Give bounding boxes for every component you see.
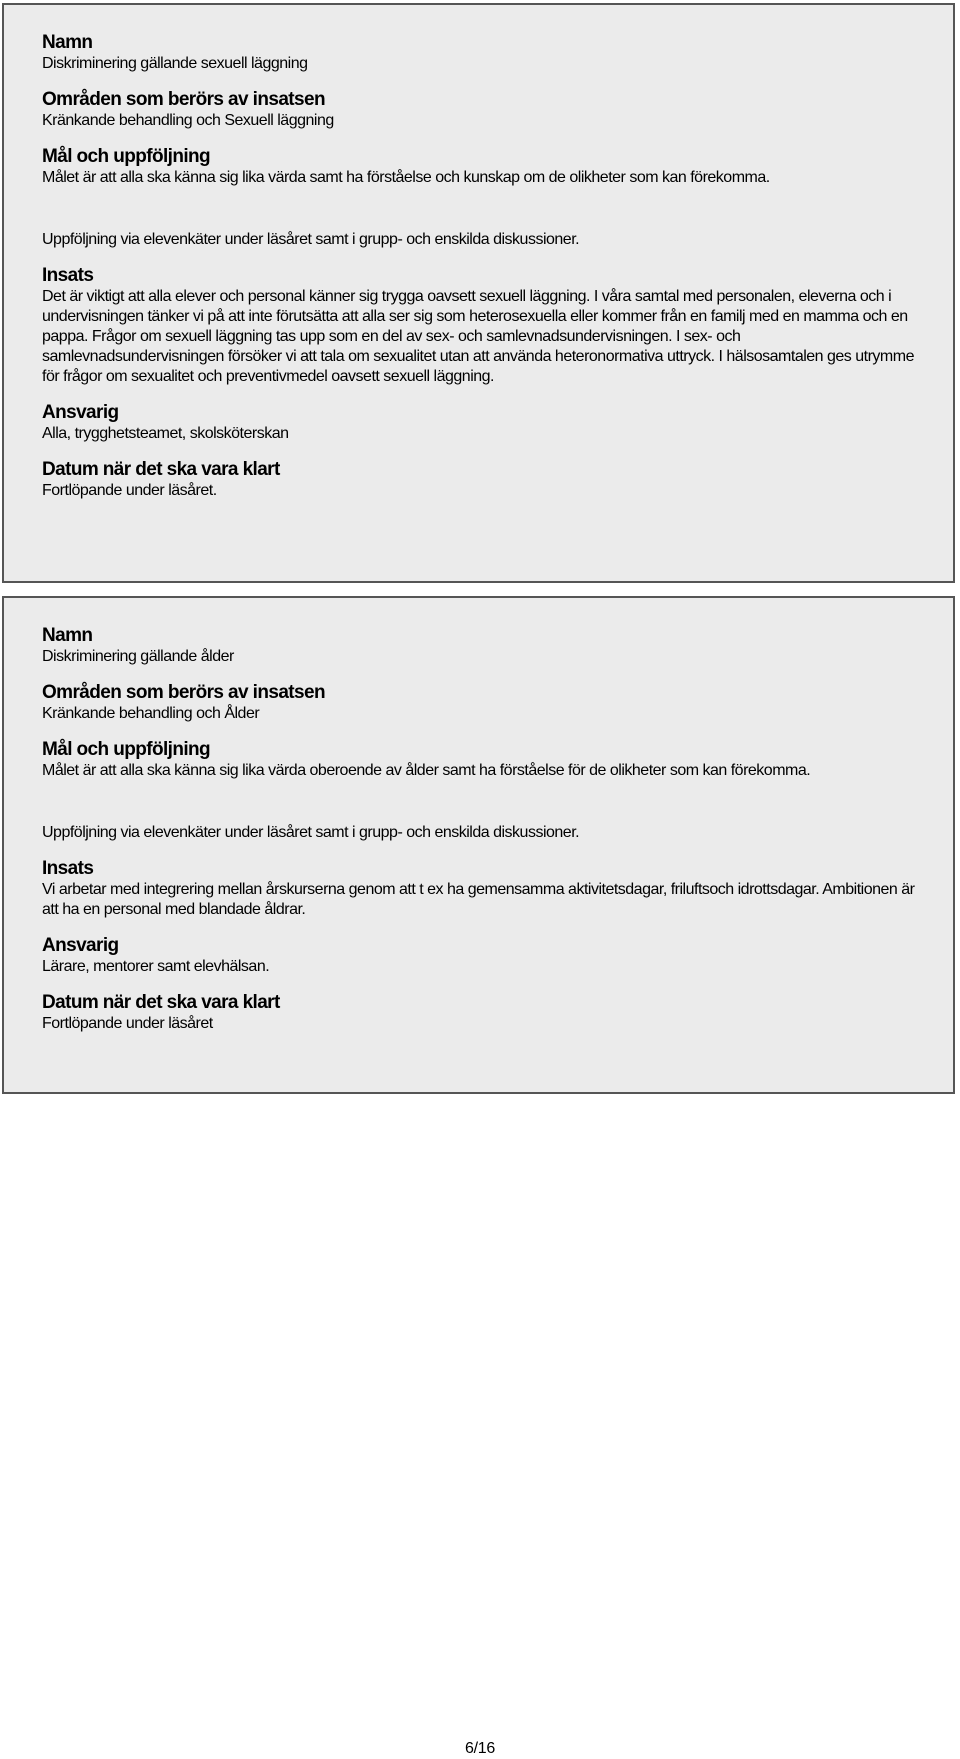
insats-text: Det är viktigt att alla elever och personal känner sig trygga oavsett sexuell läggning. I våra samtal med personalen, eleverna och i undervisningen tänker vi på att inte förutsätta att alla ser sig som heterosexuella eller kommer från en familj med en mamma och en pappa. Frågor om sexuell läggning tas upp som en del av sex- och samlevnadsundervisningen. I sex- och samlevnadsundervisningen försöker vi att tala om sexualitet utan att använda heteronormativa uttryck. I hälsosamtalen ges utrymme för frågor om sexualitet och preventivmedel oavsett sexuell läggning.: [42, 288, 914, 385]
ansvarig-value: Alla, trygghetsteamet, skolsköterskan: [42, 425, 289, 442]
namn-heading: Namn: [42, 32, 93, 53]
omraden-heading: Områden som berörs av insatsen: [42, 682, 325, 703]
omraden-value: Kränkande behandling och Ålder: [42, 705, 260, 722]
ansvarig-heading: Ansvarig: [42, 935, 119, 956]
insats-heading: Insats: [42, 265, 94, 286]
mal-text: Målet är att alla ska känna sig lika värda samt ha förståelse och kunskap om de olikheter som kan förekomma.: [42, 169, 770, 186]
namn-value: Diskriminering gällande sexuell läggning: [42, 55, 308, 72]
ansvarig-heading: Ansvarig: [42, 402, 119, 423]
omraden-value: Kränkande behandling och Sexuell läggning: [42, 112, 334, 129]
page-number: 6/16: [465, 1740, 495, 1757]
datum-value: Fortlöpande under läsåret: [42, 1015, 213, 1032]
datum-value: Fortlöpande under läsåret.: [42, 482, 217, 499]
namn-value: Diskriminering gällande ålder: [42, 648, 234, 665]
ansvarig-value: Lärare, mentorer samt elevhälsan.: [42, 958, 270, 975]
namn-heading: Namn: [42, 625, 93, 646]
datum-heading: Datum när det ska vara klart: [42, 992, 280, 1013]
mal-text: Målet är att alla ska känna sig lika värda oberoende av ålder samt ha förståelse för de olikheter som kan förekomma.: [42, 762, 811, 779]
insats-text: Vi arbetar med integrering mellan årskurserna genom att t ex ha gemensamma aktivitetsdagar, friluftsoch idrottsdagar. Ambitionen är att ha en personal med blandade åldrar.: [42, 881, 915, 918]
uppfoljning-text: Uppföljning via elevenkäter under läsåret samt i grupp- och enskilda diskussioner.: [42, 231, 580, 248]
measure-block-sexuell-laggning: [2, 3, 955, 583]
mal-heading: Mål och uppföljning: [42, 146, 211, 167]
measure-block-alder: [2, 596, 955, 1094]
insats-heading: Insats: [42, 858, 94, 879]
omraden-heading: Områden som berörs av insatsen: [42, 89, 325, 110]
uppfoljning-text: Uppföljning via elevenkäter under läsåret samt i grupp- och enskilda diskussioner.: [42, 824, 580, 841]
datum-heading: Datum när det ska vara klart: [42, 459, 280, 480]
mal-heading: Mål och uppföljning: [42, 739, 211, 760]
